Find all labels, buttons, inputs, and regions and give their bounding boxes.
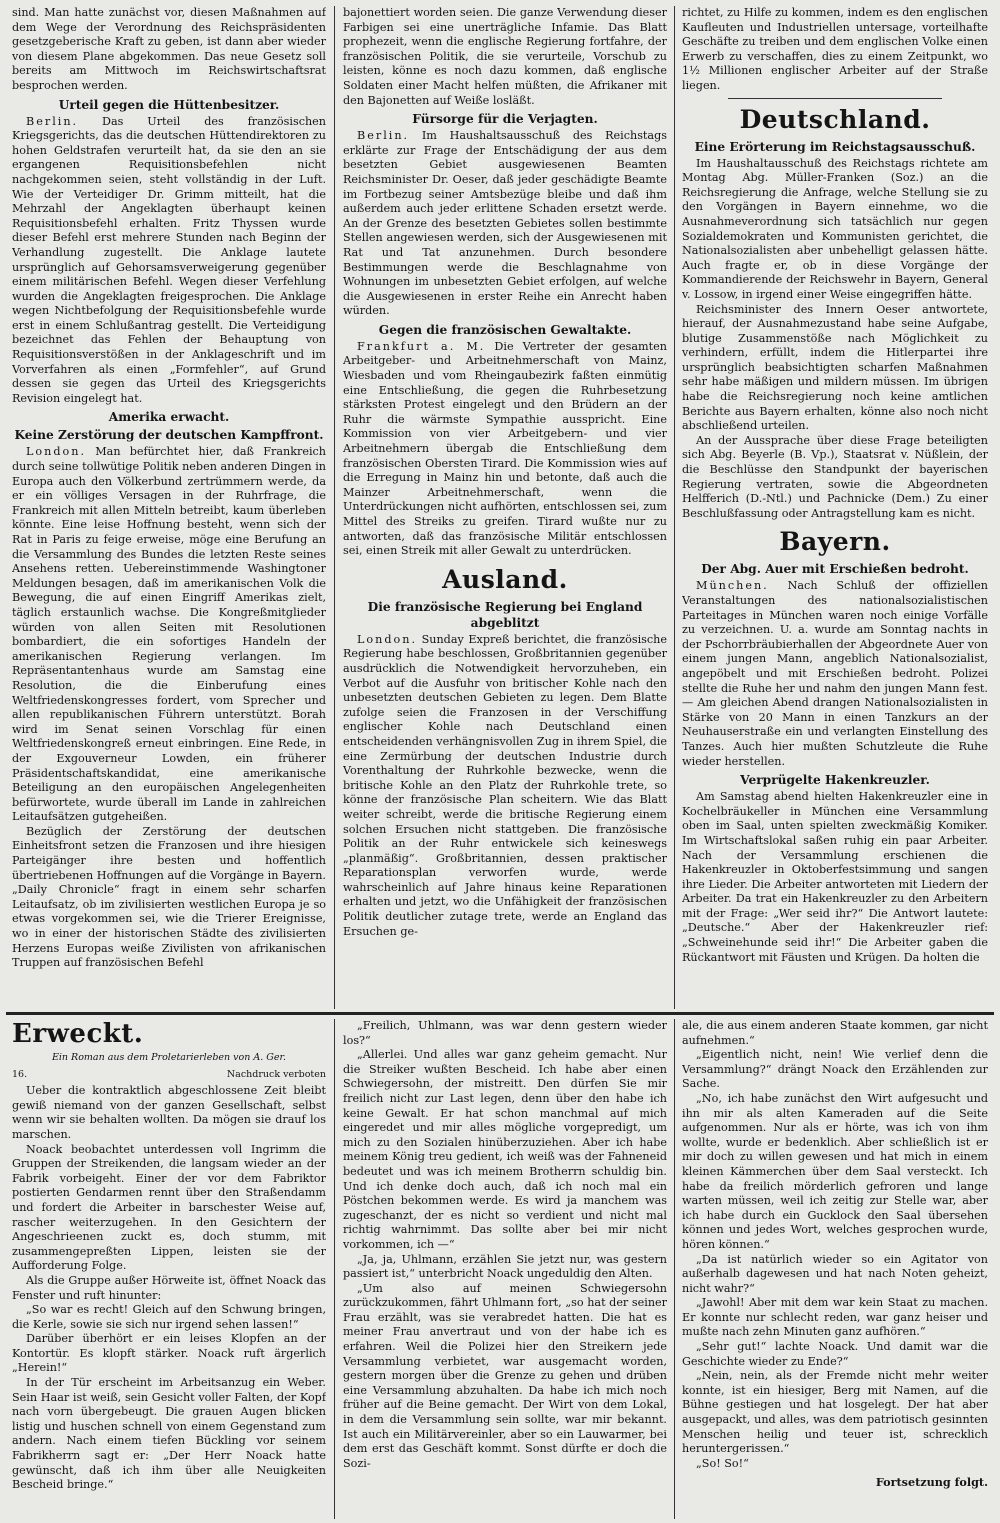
article-text: Das Urteil des französischen Kriegsgerichts, das die deutschen Hüttendirektoren zu hohen Geldstrafen verurteilt hat, da sie den an sie ergangenen Requisitionsbefehlen nicht nachgekommen seien, steht vollständig in der Luft. Wie der Verteidiger Dr. Grimm mitteilt, hat die Mehrzahl der Angeklagten überhaupt keinen Requisitionsbefehl erhalten. Fritz Thyssen wurde dieser Befehl erst mehrere Stunden nach Beginn der Verhandlung zugestellt. Die Anklage lautete ursprünglich auf Gehorsamsverweigerung gegenüber einem militärischen Befehl. Wegen dieser Verfehlung wurden die Angeklagten freigesprochen. Die Anklage wegen Nichtbefolgung der Requisitionsbefehle wurde erst in einem Schlußantrag gestellt. Die Verteidigung bezeichnet das Fehlen der Behauptung von Requisitionsverstößen in der Anklageschrift und im Vorverfahren als einen „Formfehler“, auf Grund dessen sie gegen das Urteil des Kriegsgerichts Revision eingelegt hat.: [12, 114, 326, 405]
installment-number: 16.: [12, 1068, 28, 1080]
novel-paragraph: „So! So!“: [696, 1456, 749, 1470]
dateline: Berlin.: [26, 114, 79, 128]
novel-paragraph: „No, ich habe zunächst den Wirt aufgesucht und ihn mir als alten Kameraden auf die Seite aufgenommen. Nur als er hörte, was ich von ihm wollte, wurde er bedenklich. Aber schließlich ist er mir doch zu willen gewesen und hat mich in einem kleinen Kämmerchen über dem Saal versteckt. Ich habe da freilich mörderlich gefroren und lange warten müssen, weil ich zeitig zur Stelle war, aber ich habe durch ein Gucklock den Saal übersehen können und jedes Wort, welches gesprochen wurde, hören können.“: [682, 1091, 988, 1251]
novel-paragraph: „Eigentlich nicht, nein! Wie verlief denn die Versammlung?“ drängt Noack den Erzählenden zur Sache.: [682, 1048, 988, 1091]
novel-title: Erweckt.: [12, 1019, 144, 1049]
article-amerika-2: Bezüglich der Zerstörung der deutschen Einheitsfront setzen die Franzosen und ihre hiesigen Parteigänger ihre besten und hoffentlich übertriebenen Hoffnungen auf die Vorgänge in Bayern. „Daily Chronicle“ fragt in einem sehr scharfen Leitaufsatz, ob im zivilisierten westlichen Europa je so etwas vorgekommen sei, wie die Trierer Ereignisse, wo in einer der historischen Städte des zivilisierten Herzens Europas weiße Zivilisten von afrikanischen Truppen auf französischen Befehl: [12, 824, 326, 970]
headline-auer: Der Abg. Auer mit Erschießen bedroht.: [701, 562, 969, 577]
novel-paragraph: „Nein, nein, als der Fremde nicht mehr weiter konnte, ist ein hiesiger, Berg mit Namen, auf die Bühne gestiegen und hat losgelegt. Der hat aber ausgepackt, und alles, was dem patriotisch gesinnten Menschen heilig und teuer ist, schrecklich heruntergerissen.“: [682, 1369, 988, 1456]
column-rule: [334, 1019, 335, 1519]
headline-amerika: Amerika erwacht.: [108, 410, 230, 425]
novel-paragraph: Darüber überhört er ein leises Klopfen an der Kontortür. Es klopft stärker. Noack ruft ärgerlich „Herein!“: [12, 1332, 326, 1375]
article-ausland: [343, 633, 667, 939]
copyright-note: Nachdruck verboten: [226, 1068, 326, 1080]
novel-column-2: [343, 1019, 667, 1519]
novel-meta: [12, 1068, 326, 1083]
dateline: Berlin.: [357, 129, 410, 143]
novel-paragraph: „Freilich, Uhlmann, was war denn gestern wieder los?“: [343, 1019, 667, 1047]
novel-paragraph: „Allerlei. Und alles war ganz geheim gemacht. Nur die Streiker wußten Bescheid. Ich habe aber einen Schwiegersohn, der mistreitt. Den dürfen Sie mir freilich nicht zur Last legen, denn über den habe ich keine Gewalt. Er hat schon manchmal auf mich eingeredet und mir alles mögliche vorgepredigt, um mich zu den Sozialen hinüberzuziehen. Aber ich habe meinem König treu gedient, ich weiß was der Fahneneid bedeutet und was ich meinem Brotherrn schuldig bin. Und ich denke doch auch, daß ich noch mal ein Pöstchen bekommen werde. Es wird ja manchem was zugeschanzt, der es nicht so verdient und nicht mal richtig wahrnimmt. Das sollte aber bei mir nicht vorkommen, ich —“: [343, 1048, 667, 1251]
article-amerika: [12, 445, 326, 824]
article-text: Im Haushaltsausschuß des Reichstags erklärte zur Frage der Entschädigung der aus dem besetzten Gebiet ausgewiesenen Beamten Reichsminister Dr. Oeser, daß jeder geschädigte Beamte im Fortbezug seiner Amtsbezüge bleibe und daß ihm außerdem auch jeder erlittene Schaden ersetzt werde. An der Grenze des besetzten Gebietes sollen bestimmte Stellen angewiesen werden, sich der Ausgewiesenen mit Rat und Tat anzunehmen. Durch besondere Bestimmungen werde die Beschlagnahme von Wohnungen im unbesetzten Gebiet erfolgen, auf welche die Ausgewiesenen in erster Reihe ein Anrecht haben würden.: [343, 129, 667, 318]
novel-paragraph: „Ja, ja, Uhlmann, erzählen Sie jetzt nur, was gestern passiert ist,“ unterbricht Noack ungeduldig den Alten.: [343, 1252, 667, 1281]
section-title-deutschland: Deutschland.: [739, 104, 931, 134]
article-continuation: bajonettiert worden seien. Die ganze Verwendung dieser Farbigen sei eine unerträgliche Infamie. Das Blatt prophezeit, wenn die englische Regierung fortfahre, der französischen Politik, die sie verurteile, Vorschub zu leisten, könne es noch dazu kommen, daß englische Soldaten einer Macht helfen müßten, die Afrikaner mit den Bajonetten auf Weiße losläßt.: [343, 6, 667, 107]
article-text: Man befürchtet hier, daß Frankreich durch seine tollwütige Politik neben anderen Dingen in Europa auch den Völkerbund zertrümmern werde, da er ein völliges Versagen in der Ruhrfrage, die Frankreich mit allen Mitteln betreibt, kaum überleben könnte. Eine leise Hoffnung besteht, wenn sich der Rat in Paris zu feige erweise, möge eine Berufung an die Versammlung des Bundes die letzten Reste seines Ansehens retten. Uebereinstimmende Washingtoner Meldungen besagen, daß im amerikanischen Volk die Bewegung, die auf einen Eingriff Amerikas zielt, täglich erstaunlich wachse. Die Kongreßmitglieder würden von allen Seiten mit Resolutionen bombardiert, die ein sofortiges Handeln der amerikanischen Regierung verlangen. Im Repräsentantenhaus wurde am Samstag eine Resolution, die die Einberufung eines Weltfriedenskongresses fordert, vom Sprecher und allen republikanischen Führern unterstützt. Borah wird im Senat seinen Vorschlag für einen Weltfriedenskongreß erneut einbringen. Eine Rede, in der Exgouverneur Lowden, ein früherer Präsidentschaftskandidat, eine amerikanische Beteiligung an den europäischen Angelegenheiten befürwortete, wurde überall im Lande in zahlreichen Leitaufsätzen gutgeheißen.: [12, 445, 326, 824]
novel-paragraph: „Sehr gut!“ lachte Noack. Und damit war die Geschichte wieder zu Ende?“: [682, 1340, 988, 1368]
article-deutschland-3: An der Aussprache über diese Frage beteiligten sich Abg. Beyerle (B. Vp.), Staatsrat v. Nüßlein, der die Beschlüsse den Standpunkt der bayerischen Regierung vertraten, sowie die Abgeordneten Helfferich (D.-Ntl.) und Pachnicke (Dem.) Zu einer Beschlußfassung oder Antragstellung kam es nicht.: [682, 433, 988, 520]
to-be-continued: Fortsetzung folgt.: [875, 1475, 988, 1490]
article-text: Sunday Expreß berichtet, die französische Regierung habe beschlossen, Großbritannien gegenüber ausdrücklich die Notwendigkeit hervorzuheben, ein Verbot auf die Ausfuhr von britischer Kohle nach den unbesetzten deutschen Gebieten zu legen. Dem Blatte zufolge seien die Franzosen in der Verschiffung englischer Kohle nach Deutschland einen entscheidenden verhängnisvollen Zug in ihrem Spiel, die eine Zermürbung der deutschen Industrie durch Vorenthaltung der Ruhrkohle bezwecke, wenn die britische Kohle an den Platz der Ruhrkohle trete, so könne der französische Plan scheitern. Wie das Blatt weiter schreibt, werde die britische Regierung einem solchen Ersuchen nicht stattgeben. Die französische Politik an der Ruhr entwickele sich keineswegs „planmäßig“. Großbritannien, dessen praktischer Reparationsplan verworfen wurde, werde wahrscheinlich auf Jahre hinaus keine Reparationen erhalten und jetzt, wo die Unfähigkeit der französischen Politik deutlicher zutage trete, werde an England das Ersuchen ge-: [343, 632, 667, 938]
novel-subtitle: Ein Roman aus dem Proletarierleben von A. Ger.: [51, 1052, 287, 1063]
novel-paragraph: „Um also auf meinen Schwiegersohn zurückzukommen, fährt Uhlmann fort, „so hat der seiner Frau erzählt, was sie verabredet hatten. Die hat es meiner Frau anvertraut und von der habe ich es erfahren. Weil die Polizei hier den Streikern jede Versammlung verbietet, war ausgemacht worden, gestern morgen über die Grenze zu gehen und drüben eine Versammlung abzuhalten. Da habe ich mich noch früher auf die Beine gemacht. Der Wirt von dem Lokal, in dem die Versammlung sein sollte, war mir bekannt. Ist auch ein Militärvereinler, aber so ein Lauwarmer, bei dem erst das Geschäft kommt. Sonst dürfte er doch die Sozi-: [343, 1281, 667, 1470]
novel-paragraph: ale, die aus einem anderen Staate kommen, gar nicht aufnehmen.“: [682, 1019, 988, 1047]
section-title-bayern: Bayern.: [779, 527, 891, 557]
novel-paragraph: Ueber die kontraktlich abgeschlossene Zeit bleibt gewiß niemand von der ganzen Gesellschaft, selbst wenn wir sie behalten wollten. Da mögen sie drauf los marschen.: [12, 1084, 326, 1141]
dateline: London.: [357, 632, 418, 646]
headline-eroerterung: Eine Erörterung im Reichstagsausschuß.: [694, 139, 976, 154]
news-column-1: [12, 6, 326, 1009]
feuilleton-rule: [6, 1012, 994, 1015]
column-rule: [334, 6, 335, 1009]
article-continuation: richtet, zu Hilfe zu kommen, indem es den englischen Kaufleuten und Industriellen untersage, vorteilhafte Geschäfte zu treiben und dem englischen Volke einen Erwerb zu verschaffen, dies zu einem Zeitpunkt, wo 1½ Millionen englischer Arbeiter auf der Straße liegen.: [682, 6, 988, 92]
article-text: Nach Schluß der offiziellen Veranstaltungen des nationalsozialistischen Parteitages in München waren noch einige Vorfälle zu verzeichnen. U. a. wurde am Sonntag nachts in der Pschorrbräubierhallen der Abgeordnete Auer von einem jungen Mann, angeblich Nationalsozialist, angepöbelt und mit Erschießen bedroht. Polizei stellte die Ruhe her und nahm den jungen Mann fest. — Am gleichen Abend drangen Nationalsozialisten in Stärke von 20 Mann in einen Tanzkurs an der Neuhauserstraße ein und verlangten Einstellung des Tanzes. Auch hier mußten Schutzleute die Ruhe wieder herstellen.: [682, 579, 988, 768]
article-gewalt: [343, 340, 667, 559]
article-continuation: sind. Man hatte zunächst vor, diesen Maßnahmen auf dem Wege der Verordnung des Reichspräsidenten gesetzgeberische Kraft zu geben, ist dann aber wieder von diesem Plane abgekommen. Das neue Gesetz soll bereits am Mittwoch im Reichswirtschaftsrat besprochen werden.: [12, 6, 326, 92]
article-fuersorge: [343, 129, 667, 319]
novel-column-1: [12, 1019, 326, 1519]
news-column-3: [682, 6, 988, 1009]
novel-paragraph: „Da ist natürlich wieder so ein Agitator von außerhalb dagewesen und hat nach Noten geheizt, nicht wahr?“: [682, 1252, 988, 1295]
headline-urteil: Urteil gegen die Hüttenbesitzer.: [58, 97, 280, 112]
separator: [728, 98, 942, 99]
article-deutschland-2: Reichsminister des Innern Oeser antwortete, hierauf, der Ausnahmezustand habe seine Aufgabe, blutige Zusammenstöße nach Möglichkeit zu verhindern, erfüllt, indem die Hitlerpartei ihre ursprünglich beabsichtigten scharfen Maßnahmen sehr habe mäßigen und mildern müssen. Im übrigen habe die Reichsregierung noch keine amtlichen Berichte aus Bayern erhalten, könne also noch nicht abschließend urteilen.: [682, 302, 988, 433]
article-bayern-2: Am Samstag abend hielten Hakenkreuzler eine in Kochelbräukeller in München eine Versammlung oben im Saal, unten spielten zweckmäßig Komiker. Im Wirtschaftslokal saßen ruhig ein paar Arbeiter. Nach der Versammlung erschienen die Hakenkreuzler in Oktoberfestsimmung und sangen ihre Lieder. Die Arbeiter antworteten mit Liedern der Arbeiter. Da trat ein Hakenkreuzler zu den Arbeitern mit der Frage: „Wer seid ihr?“ Die Antwort lautete: „Deutsche.“ Aber der Hakenkreuzler rief: „Schweinehunde seid ihr!“ Die Arbeiter gaben die Rückantwort mit Fäusten und Krügen. Da holten die: [682, 790, 988, 964]
headline-fuersorge: Fürsorge für die Verjagten.: [412, 112, 598, 127]
novel-paragraph: „Jawohl! Aber mit dem war kein Staat zu machen. Er konnte nur schlecht reden, war ganz heiser und mußte nach zehn Minuten ganz aufhören.“: [682, 1296, 988, 1339]
headline-regierung: Die französische Regierung bei England abgeblitzt: [367, 599, 643, 630]
news-column-2: [343, 6, 667, 1009]
novel-paragraph: Noack beobachtet unterdessen voll Ingrimm die Gruppen der Streikenden, die langsam wieder an der Fabrik vorbeigeht. Einer der vor dem Fabriktor postierten Gendarmen rennt über den Straßendamm und fordert die Arbeiter in barschester Weise auf, rascher weiterzugehen. In den Gesichtern der Angeschrieenen zuckt es, doch stumm, mit zusammengepreßten Lippen, leisten sie der Aufforderung Folge.: [12, 1142, 326, 1273]
article-deutschland-1: Im Haushaltausschuß des Reichstags richtete am Montag Abg. Müller-Franken (Soz.) an die Reichsregierung die Anfrage, welche Stellung sie zu den Vorgängen in Bayern einnehme, wo die Ausnahmeverordnung sich tatsächlich nur gegen Sozialdemokraten und Kommunisten gerichtet, die Nationalsozialisten aber unbehelligt gelassen hätte. Auch fragte er, ob in diese Vorgänge der Kommandierende der Reichswehr in Bayern, General v. Lossow, in irgend einer Weise eingegriffen hätte.: [682, 156, 988, 301]
headline-gewalt: Gegen die französischen Gewaltakte.: [378, 322, 632, 337]
column-rule: [674, 6, 675, 1009]
novel-paragraph: „So war es recht! Gleich auf den Schwung bringen, die Kerle, sowie sie sich nur irgend sehen lassen!“: [12, 1303, 326, 1331]
dateline: München.: [696, 579, 769, 593]
novel-paragraph: In der Tür erscheint im Arbeitsanzug ein Weber. Sein Haar ist weiß, sein Gesicht voller Falten, der Kopf nach vorn übergebeugt. Die grauen Augen blicken listig und huschen schnell von einem Gegenstand zum andern. Nach einem tiefen Bückling vor seinem Fabrikherrn sagt er: „Der Herr Noack hatte gewünscht, daß ich ihm über alle Neuigkeiten Bescheid bringe.“: [12, 1376, 326, 1492]
article-bayern-1: [682, 579, 988, 769]
article-text: Die Vertreter der gesamten Arbeitgeber- und Arbeitnehmerschaft von Mainz, Wiesbaden und vom Rheingaubezirk faßten einmütig eine Entschließung, die gegen die Ruhrbesetzung stärksten Protest eingelegt und den Brüdern an der Ruhr die wärmste Sympathie ausspricht. Eine Kommission von vier Arbeitgebern- und vier Arbeitnehmern übergab die Entschließung dem französischen Obersten Tirard. Die Kommission wies auf die Erregung in Mainz hin und betonte, daß auch die Mainzer Arbeitnehmerschaft, wenn die Unterdrückungen nicht aufhörten, entschlossen sei, zum Mittel des Streiks zu greifen. Tirard wußte nur zu antworten, daß das französische Militär entschlossen sei, einen Streik mit aller Gewalt zu unterdrücken.: [343, 339, 667, 558]
dateline: Frankfurt a. M.: [357, 339, 486, 353]
novel-paragraph: Als die Gruppe außer Hörweite ist, öffnet Noack das Fenster und ruft hinunter:: [12, 1273, 326, 1302]
novel-column-3: [682, 1019, 988, 1519]
subheadline-keine: Keine Zerstörung der deutschen Kampffront.: [14, 428, 324, 443]
section-title-ausland: Ausland.: [442, 564, 568, 594]
dateline: London.: [26, 445, 87, 459]
headline-verpruegelt: Verprügelte Hakenkreuzler.: [740, 773, 930, 788]
article-urteil: [12, 115, 326, 407]
column-rule: [674, 1019, 675, 1519]
